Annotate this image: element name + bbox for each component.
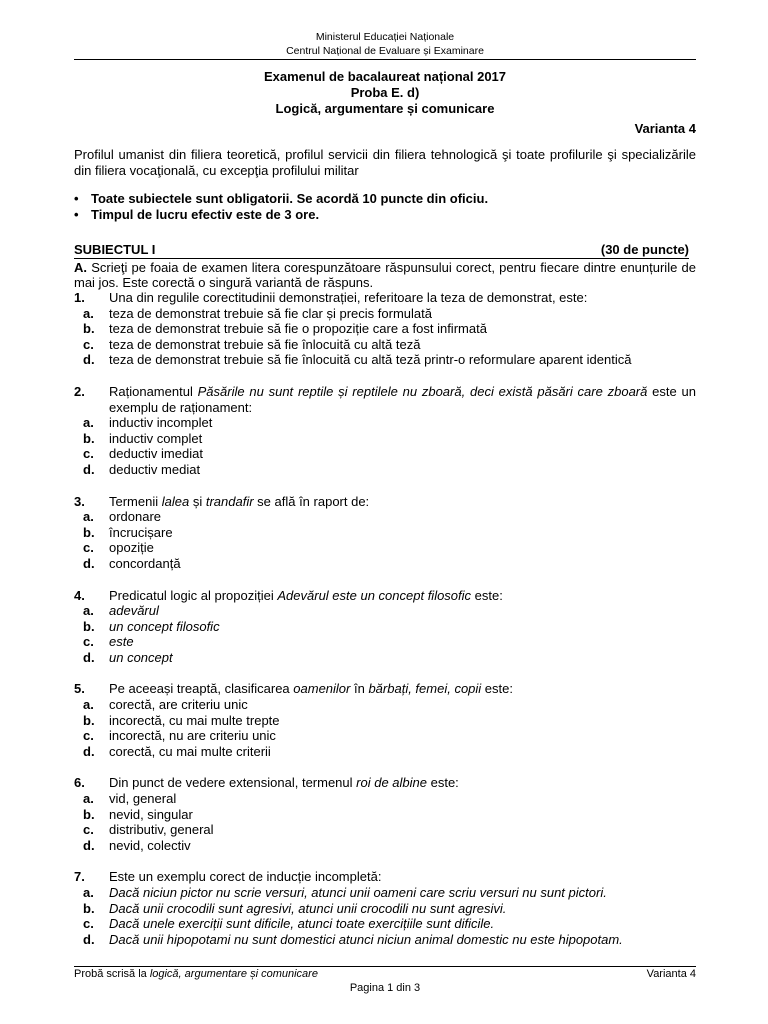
option-text: vid, general — [109, 791, 177, 807]
answer-option — [74, 713, 696, 729]
option-letter: c. — [83, 728, 94, 744]
question-6 — [74, 775, 696, 853]
answer-option — [74, 446, 696, 462]
question-text: Termenii lalea și trandafir se află în raport de: — [109, 493, 370, 509]
answer-option — [74, 650, 696, 666]
option-text: nevid, singular — [109, 806, 193, 822]
exam-title — [74, 69, 696, 117]
center-name: Centrul Național de Evaluare și Examinare — [286, 45, 484, 57]
questions-list — [74, 290, 696, 947]
option-letter: a. — [83, 885, 94, 900]
instructions-label: A. — [74, 260, 87, 275]
option-letter: b. — [83, 430, 95, 446]
option-letter: c. — [83, 822, 94, 838]
footer-exam-name — [74, 967, 318, 981]
answer-option — [74, 431, 696, 447]
answer-option — [74, 556, 696, 572]
question-1 — [74, 290, 696, 368]
option-letter: b. — [83, 524, 95, 540]
option-text: Dacă unii crocodili sunt agresivi, atunci unii crocodili nu sunt agresivi. — [109, 900, 507, 916]
answer-option — [74, 619, 696, 635]
option-letter: c. — [83, 446, 94, 462]
option-text: deductiv imediat — [109, 446, 203, 462]
option-text: deductiv mediat — [109, 461, 201, 477]
answer-option — [74, 540, 696, 556]
question-7 — [74, 869, 696, 947]
question-text: Una din regulile corectitudinii demonstrației, referitoare la teza de demonstrat, este: — [109, 290, 588, 305]
option-text: incorectă, nu are criteriu unic — [109, 728, 276, 744]
option-text: un concept — [109, 649, 173, 665]
rule-item: • Toate subiectele sunt obligatorii. Se acordă 10 puncte din oficiu. — [74, 191, 696, 207]
answer-option — [74, 744, 696, 760]
option-letter: a. — [83, 415, 94, 431]
answer-option — [74, 901, 696, 917]
option-text: opoziție — [109, 540, 154, 556]
option-letter: d. — [83, 352, 95, 368]
answer-option — [74, 306, 696, 322]
footer-prefix: Probă scrisă la — [74, 968, 150, 980]
question-text: Este un exemplu corect de inducție incompletă: — [109, 869, 382, 885]
option-letter: a. — [83, 791, 94, 807]
question-text: Din punct de vedere extensional, termenul roi de albine este: — [109, 775, 459, 791]
exam-title-line1: Examenul de bacalaureat național 2017 — [263, 69, 507, 84]
option-text: ordonare — [109, 509, 162, 525]
option-text: Dacă unii hipopotami nu sunt domestici atunci niciun animal domestic nu este hipopotam. — [109, 931, 623, 947]
option-letter: c. — [83, 634, 94, 650]
answer-option — [74, 728, 696, 744]
option-letter: c. — [83, 916, 94, 932]
subject-points: (30 de puncte) — [600, 242, 689, 257]
page-footer — [74, 966, 696, 995]
option-letter: b. — [83, 806, 95, 822]
exam-title-line2: Proba E. d) — [350, 85, 420, 100]
subject-instructions — [74, 260, 696, 290]
option-text: concordanță — [109, 555, 181, 571]
answer-option — [74, 822, 696, 838]
option-letter: d. — [83, 837, 95, 853]
question-text: Pe aceeași treaptă, clasificarea oamenilor în bărbați, femei, copii este: — [109, 681, 513, 697]
option-text: este — [109, 634, 134, 650]
subject-heading — [74, 242, 689, 259]
answer-option — [74, 525, 696, 541]
option-letter: d. — [83, 555, 95, 571]
answer-option — [74, 634, 696, 650]
answer-option — [74, 509, 696, 525]
option-text: inductiv complet — [109, 430, 203, 446]
variant-label: Varianta 4 — [634, 121, 696, 136]
option-text: teza de demonstrat trebuie să fie înlocuită cu altă teză printr-o reformulare aparent identică — [109, 352, 632, 368]
answer-option — [74, 603, 696, 619]
option-letter: b. — [83, 900, 95, 916]
rule-item: • Timpul de lucru efectiv este de 3 ore. — [74, 207, 696, 223]
option-letter: d. — [83, 931, 95, 947]
question-number: 3. — [74, 493, 85, 509]
question-2 — [74, 384, 696, 478]
question-5 — [74, 681, 696, 759]
question-3 — [74, 494, 696, 572]
answer-option — [74, 932, 696, 948]
exam-page — [74, 30, 696, 947]
option-text: corectă, cu mai multe criterii — [109, 743, 271, 759]
profile-description: Profilul umanist din filiera teoretică, profilul servicii din filiera tehnologică şi toate profilurile şi specializările din filiera vocaţională, cu excepţia profilului militar — [74, 147, 696, 178]
option-letter: d. — [83, 649, 95, 665]
footer-variant: Varianta 4 — [646, 968, 696, 980]
answer-option — [74, 807, 696, 823]
answer-option — [74, 885, 696, 901]
option-text: încrucișare — [109, 524, 173, 540]
answer-option — [74, 337, 696, 353]
option-text: corectă, are criteriu unic — [109, 697, 248, 713]
option-text: Dacă unele exerciții sunt dificile, atunci toate exercițiile sunt dificile. — [109, 916, 495, 932]
option-text: distributiv, general — [109, 822, 214, 838]
option-text: teza de demonstrat trebuie să fie o propoziție care a fost infirmată — [109, 321, 487, 337]
answer-option — [74, 321, 696, 337]
option-letter: c. — [83, 540, 94, 556]
footer-subject: logică, argumentare și comunicare — [149, 968, 318, 980]
question-text: Predicatul logic al propoziției Adevărul este un concept filosofic este: — [109, 587, 503, 603]
question-number: 6. — [74, 775, 85, 791]
option-letter: b. — [83, 321, 95, 337]
answer-option — [74, 697, 696, 713]
exam-title-line3: Logică, argumentare și comunicare — [275, 101, 495, 116]
option-text: nevid, colectiv — [109, 837, 191, 853]
question-number: 1. — [74, 290, 85, 305]
option-letter: a. — [83, 697, 94, 713]
question-number: 2. — [74, 383, 85, 399]
option-text: teza de demonstrat trebuie să fie înlocuită cu altă teză — [109, 336, 421, 352]
question-number: 4. — [74, 587, 85, 603]
option-letter: c. — [83, 336, 94, 352]
option-letter: b. — [83, 712, 95, 728]
option-text: Dacă niciun pictor nu scrie versuri, atunci unii oameni care scriu versuri nu sunt pictori. — [109, 885, 607, 900]
option-text: un concept filosofic — [109, 618, 220, 634]
instructions-text: Scrieţi pe foaia de examen litera corespunzătoare răspunsului corect, pentru fiecare dintre enunțurile de mai jos. Este corectă o singură variantă de răspuns. — [74, 260, 696, 290]
question-number: 5. — [74, 681, 85, 697]
option-letter: d. — [83, 743, 95, 759]
answer-option — [74, 462, 696, 478]
option-letter: b. — [83, 618, 95, 634]
ministry-name: Ministerul Educației Naționale — [315, 31, 455, 43]
option-letter: a. — [83, 509, 94, 525]
option-text: incorectă, cu mai multe trepte — [109, 712, 280, 728]
answer-option — [74, 415, 696, 431]
answer-option — [74, 352, 696, 368]
option-text: teza de demonstrat trebuie să fie clar și precis formulată — [109, 305, 432, 321]
question-text: Raționamentul Păsările nu sunt reptile și reptilele nu zboară, deci există păsări care zboară este un exemplu de raționament: — [109, 383, 696, 415]
option-text: adevărul — [109, 603, 159, 619]
option-letter: a. — [83, 305, 94, 321]
option-letter: d. — [83, 461, 95, 477]
subject-name: SUBIECTUL I — [74, 242, 156, 257]
ministry-header — [74, 30, 696, 60]
answer-option — [74, 838, 696, 854]
answer-option — [74, 791, 696, 807]
question-4 — [74, 588, 696, 666]
option-letter: a. — [83, 603, 94, 619]
option-text: inductiv incomplet — [109, 415, 213, 431]
page-number: Pagina 1 din 3 — [349, 982, 421, 994]
answer-option — [74, 916, 696, 932]
question-number: 7. — [74, 869, 85, 885]
rules-list — [74, 191, 696, 223]
